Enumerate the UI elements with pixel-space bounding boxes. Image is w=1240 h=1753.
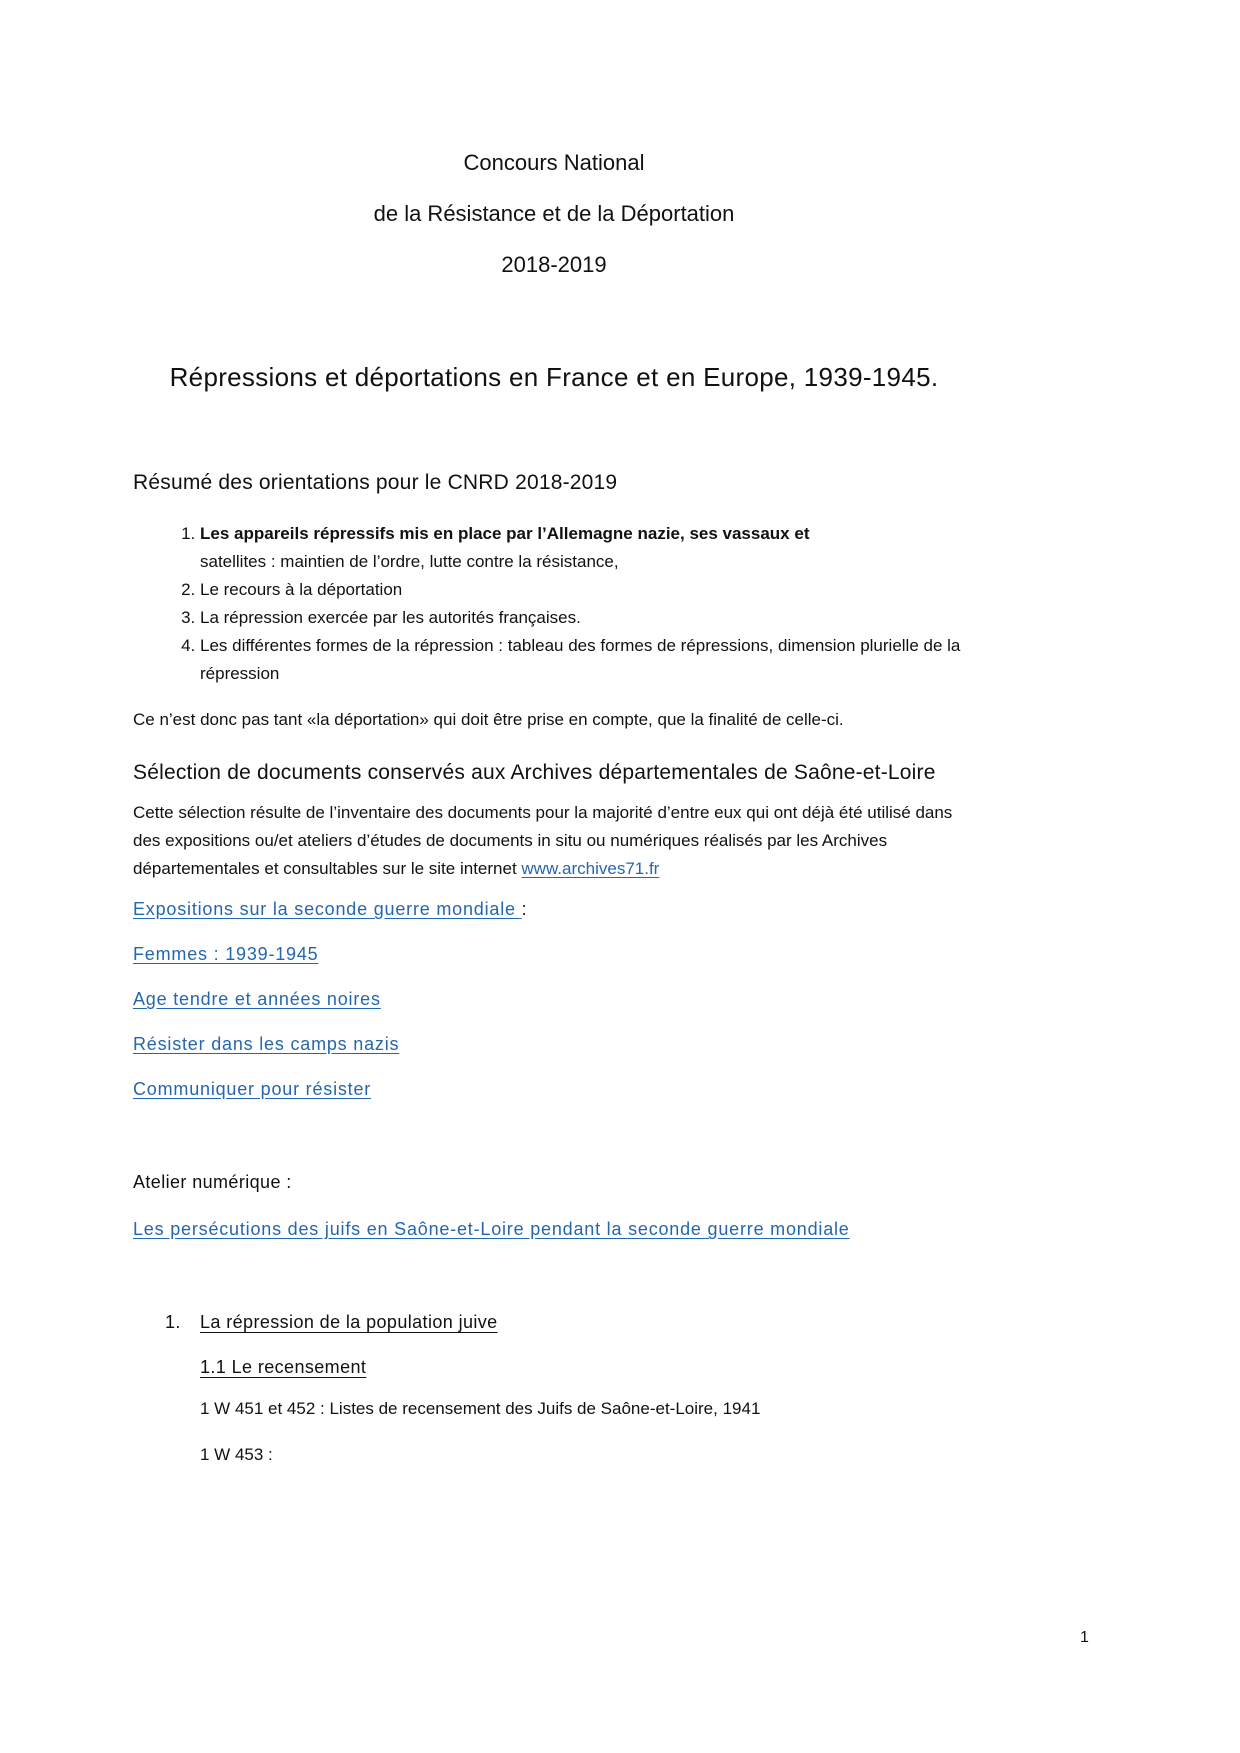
page-number: 1 <box>1080 1629 1089 1646</box>
list-item-1 <box>200 520 975 576</box>
archives71-link[interactable]: www.archives71.fr <box>521 859 660 878</box>
repression-number: 1. <box>165 1312 181 1332</box>
atelier-label: Atelier numérique : <box>133 1172 292 1192</box>
subject-heading: Répressions et déportations en France et en Europe, 1939-1945. <box>169 362 939 392</box>
list-item-3: 3. La répression exercée par les autorités françaises. <box>200 604 975 632</box>
exposition-link-resister[interactable]: Résister dans les camps nazis <box>133 1034 400 1054</box>
expositions-line <box>133 898 975 920</box>
atelier-link[interactable]: Les persécutions des juifs en Saône-et-Loire pendant la seconde guerre mondiale <box>133 1219 850 1239</box>
exposition-link-line <box>133 988 975 1010</box>
repression-section <box>133 1311 975 1466</box>
exposition-link-line <box>133 1033 975 1055</box>
exposition-link-femmes[interactable]: Femmes : 1939-1945 <box>133 944 319 964</box>
orientations-list <box>133 520 975 688</box>
expositions-colon: : <box>521 899 528 919</box>
document-title <box>133 150 975 277</box>
list-item-2: 2. Le recours à la déportation <box>200 576 975 604</box>
selection-heading: Sélection de documents conservés aux Archives départementales de Saône-et-Loire <box>133 761 936 784</box>
title-line-1: Concours National <box>463 150 645 175</box>
archive-entry-1: 1 W 451 et 452 : Listes de recensement des Juifs de Saône-et-Loire, 1941 <box>200 1399 761 1418</box>
orientations-heading: Résumé des orientations pour le CNRD 2018-2019 <box>133 471 618 494</box>
exposition-link-age-tendre[interactable]: Age tendre et années noires <box>133 989 381 1009</box>
exposition-link-communiquer[interactable]: Communiquer pour résister <box>133 1079 372 1099</box>
list-item-1-text: satellites : maintien de l’ordre, lutte contre la résistance, <box>200 552 619 571</box>
title-line-2: de la Résistance et de la Déportation <box>373 201 735 226</box>
list-item-4: 4. Les différentes formes de la répression : tableau des formes de répressions, dimension plurielle de la répression <box>200 632 975 688</box>
atelier-link-line <box>133 1218 975 1240</box>
exposition-link-line <box>133 1078 975 1100</box>
orientations-section <box>133 470 975 734</box>
exposition-link-line <box>133 943 975 965</box>
expositions-link[interactable]: Expositions sur la seconde guerre mondiale <box>133 899 522 919</box>
selection-section <box>133 754 975 1240</box>
title-line-3: 2018-2019 <box>501 252 607 277</box>
archive-entry-2: 1 W 453 : <box>200 1445 273 1464</box>
repression-title: La répression de la population juive <box>200 1312 498 1332</box>
orientations-note: Ce n’est donc pas tant «la déportation» qui doit être prise en compte, que la finalité de celle-ci. <box>133 710 844 729</box>
list-item-1-bold: Les appareils répressifs mis en place par l’Allemagne nazie, ses vassaux et <box>200 524 810 543</box>
recensement-subheading: 1.1 Le recensement <box>200 1357 367 1377</box>
selection-intro: Cette sélection résulte de l’inventaire des documents pour la majorité d’entre eux qui ont déjà été utilisé dans des expositions ou/et ateliers d’études de documents in situ ou numériques réalisés par les Archives départementales et consultables sur le site internet www.archives71.fr <box>133 803 953 878</box>
repression-heading <box>133 1311 975 1333</box>
